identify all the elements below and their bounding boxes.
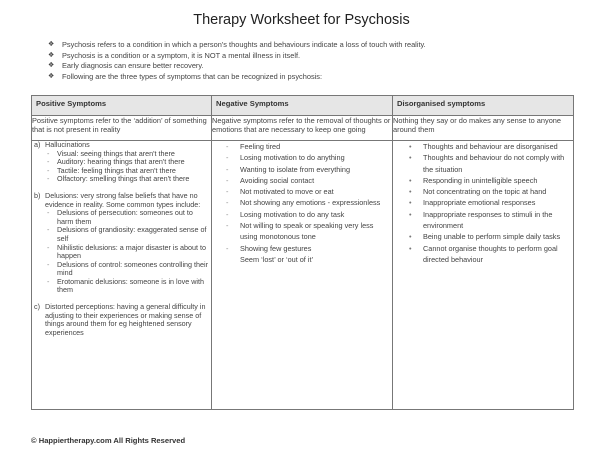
bullet-icon: • (409, 142, 412, 151)
negative-symptoms-cell (212, 141, 393, 410)
section-heading: Hallucinations (45, 140, 90, 149)
list-item: • Thoughts and behaviour do not comply with the situation (409, 153, 565, 174)
table-header-row (32, 96, 574, 116)
bullet-icon: • (409, 153, 412, 163)
copyright-footer: © Happiertherapy.com All Rights Reserved (31, 436, 186, 445)
list-item: • Being unable to perform simple daily tasks (409, 232, 561, 242)
positive-symptoms-cell (32, 141, 212, 410)
header-positive: Positive Symptoms (32, 96, 212, 116)
diamond-bullet-icon: ❖ (48, 51, 55, 59)
intro-item: ❖ Following are the three types of symptoms that can be recognized in psychosis: (48, 71, 323, 81)
diamond-bullet-icon: ❖ (48, 72, 55, 80)
list-item-tail: Seem ‘lost’ or ‘out of it’ (240, 254, 314, 264)
section-distorted-perceptions: c) Distorted perceptions: having a general difficulty in adjusting to their experiences or making sense of things around them for eg heightened sensory experiences (32, 303, 211, 337)
list-item: - Delusions of grandiosity: exaggerated sense of self (47, 225, 207, 243)
list-item: - Feeling tired (226, 142, 281, 151)
list-item: - Not motivated to move or eat (226, 187, 334, 197)
bullet-icon: • (409, 198, 412, 208)
list-item: - Avoiding social contact (226, 175, 315, 185)
bullet-icon: • (409, 187, 412, 197)
list-item: • Responding in unintelligible speech (409, 175, 538, 185)
list-item: - Not showing any emotions - expressionless (226, 198, 381, 208)
bullet-icon: • (409, 209, 412, 219)
bullet-icon: • (409, 232, 412, 242)
section-delusions: b) Delusions: very strong false beliefs that have no evidence in reality. Some common types include: - Delusions of persecution: someones out to harm them - Delusions of grandiosity: exaggerated sense of self - Nihilistic delusions: a major disaster is about to happen - Delusions of control: someones controlling their mind - Erotomanic delusions: someone is in love with them (32, 192, 211, 295)
diamond-bullet-icon: ❖ (48, 62, 55, 70)
desc-positive: Positive symptoms refer to the ‘addition’ of something that is not present in reality (32, 116, 212, 141)
symptoms-row (32, 141, 574, 410)
list-item: - Showing few gestures (226, 243, 312, 253)
bullet-icon: • (409, 175, 412, 185)
diamond-bullet-icon: ❖ (48, 41, 55, 48)
section-heading: Distorted perceptions: having a general difficulty in adjusting to their experiences or making sense of things around them for eg heightened sensory experiences (45, 302, 206, 337)
list-item: - Olfactory: smelling things that aren't there (47, 174, 190, 184)
section-heading: Delusions: very strong false beliefs that have no evidence in reality. Some common types include: (45, 191, 201, 209)
list-item: - Erotomanic delusions: someone is in love with them (47, 276, 205, 295)
section-hallucinations: a) Hallucinations - Visual: seeing things that aren't there - Auditory: hearing things that aren't there - Tactile: feeling things that aren't there - Olfactory: smelling things that aren't there (32, 141, 211, 184)
desc-negative: Negative symptoms refer to the removal of thoughts or emotions that are necessary to keep one going (212, 116, 393, 141)
list-item: - Tactile: feeling things that aren't there (47, 165, 176, 175)
list-item: - Wanting to isolate from everything (226, 164, 351, 174)
intro-item: ❖ Psychosis refers to a condition in which a person’s thoughts and behaviours indicate a loss of touch with reality. (48, 40, 426, 49)
list-item: • Cannot organise thoughts to perform goal directed behaviour (409, 243, 558, 264)
bullet-icon: • (409, 243, 412, 253)
list-item: - Visual: seeing things that aren't there (47, 148, 175, 158)
list-item: • Inappropriate emotional responses (409, 198, 536, 208)
list-item: - Auditory: hearing things that aren't there (47, 157, 185, 167)
symptoms-table (31, 95, 574, 410)
intro-list (48, 40, 568, 82)
list-item: • Not concentrating on the topic at hand (409, 187, 547, 197)
list-item: - Losing motivation to do any task (226, 209, 345, 219)
list-item: • Thoughts and behaviour are disorganised (409, 142, 558, 151)
list-item: • Inappropriate responses to stimuli in the environment (409, 209, 553, 231)
list-item: - Losing motivation to do anything (226, 153, 345, 163)
list-item: - Nihilistic delusions: a major disaster is about to happen (47, 242, 207, 261)
header-negative: Negative Symptoms (212, 96, 393, 116)
list-item: - Delusions of persecution: someones out to harm them (47, 208, 193, 226)
disorganised-symptoms-cell (393, 141, 574, 410)
intro-item: ❖ Psychosis is a condition or a symptom, it is NOT a mental illness in itself. (48, 50, 301, 60)
header-disorganised: Disorganised symptoms (393, 96, 574, 116)
list-item: - Delusions of control: someones controlling their mind (47, 259, 209, 278)
description-row (32, 116, 574, 141)
page-title: Therapy Worksheet for Psychosis (193, 12, 410, 28)
intro-item: ❖ Early diagnosis can ensure better recovery. (48, 61, 204, 71)
desc-disorganised: Nothing they say or do makes any sense to anyone around them (393, 116, 574, 141)
list-item: - Not willing to speak or speaking very less using monotonous tone (226, 221, 374, 242)
